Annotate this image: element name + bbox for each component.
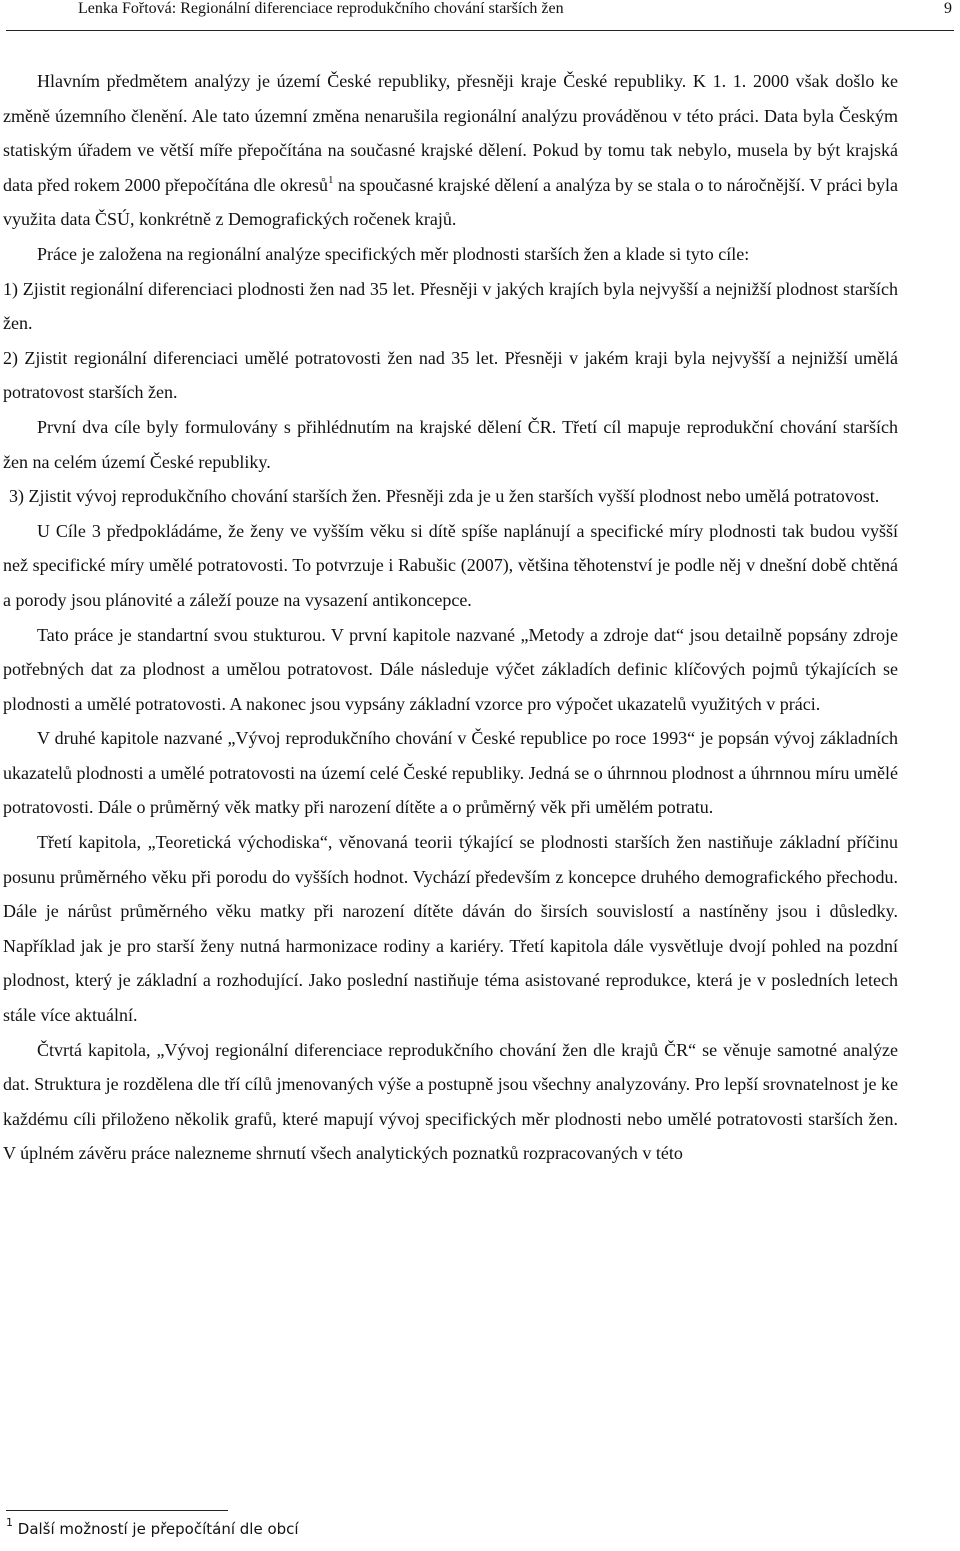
paragraph [3,64,898,237]
footnote-reference[interactable]: 1 [328,173,334,186]
footnote-marker: 1 [6,1516,13,1529]
paragraph-text: Hlavním předmětem analýzy je území České republiky, přesněji kraje České republiky. K 1. 1. 2000 však došlo ke změně územního členění. Ale tato územní změna nenarušila regionální analýzu prováděnou v této práci. Data byla Českým statiským úřadem ve větší míře přepočítána na současné krajské dělení. Pokud by tomu tak nebylo, musela by být krajská data před rokem 2000 přepočítána dle okresů [3,71,898,195]
goal-item: 1) Zjistit regionální diferenciaci plodnosti žen nad 35 let. Přesněji v jakých krajích byla nejvyšší a nejnižší plodnost starších žen. [3,278,898,334]
goal-item: 3) Zjistit vývoj reprodukčního chování starších žen. Přesněji zda je u žen starších vyšší plodnost nebo umělá potratovost. [9,486,880,507]
paragraph-text: na spoučasné krajské dělení a analýza by se stala o to náročnější. V práci byla využita data ČSÚ, konkrétně z Demografických ročenek krajů. [3,174,898,230]
page-number: 9 [944,0,952,17]
paragraph: V druhé kapitole nazvané „Vývoj reprodukčního chování v České republice po roce 1993“ je popsán vývoj základních ukazatelů plodnosti a umělé potratovosti na území celé České republiky. Jedná se o úhrnnou plodnost a úhrnnou míru umělé potratovosti. Dále o průměrný věk matky při narození dítěte a o průměrný věk při umělém potratu. [3,728,898,818]
goal-item: 2) Zjistit regionální diferenciaci umělé potratovosti žen nad 35 let. Přesněji v jakém kraji byla nejvyšší a nejnižší umělá potratovost starších žen. [3,347,898,403]
paragraph: Tato práce je standartní svou stukturou. V první kapitole nazvané „Metody a zdroje dat“ jsou detailně popsány zdroje potřebných dat za plodnost a umělou potratovost. Dále následuje výčet základích definic klíčových pojmů týkajících se plodnosti a umělé potratovosti. A nakonec jsou vypsány základní vzorce pro výpočet ukazatelů využitých v práci. [3,624,898,714]
paragraph: Čtvrtá kapitola, „Vývoj regionální diferenciace reprodukčního chování žen dle krajů ČR“ se věnuje samotné analýze dat. Struktura je rozdělena dle tří cílů jmenovaných výše a postupně jsou všechny analyzovány. Pro lepší srovnatelnost je ke každému cíli přiloženo několik grafů, které mapují vývoj specifických měr plodnosti nebo umělé potratovosti starších žen. V úplném závěru práce nalezneme shrnutí všech analytických poznatků rozpracovaných v této [3,1039,898,1164]
header-title: Lenka Fořtová: Regionální diferenciace reprodukčního chování starších žen [78,0,564,17]
paragraph: Třetí kapitola, „Teoretická východiska“, věnovaná teorii týkající se plodnosti starších žen nastiňuje základní příčinu posunu průměrného věku při porodu do vyšších hodnot. Vychází především z koncepce druhého demografického přechodu. Dále je nárůst průměrného věku matky při narození dítěte dáván do širsích souvislostí a nastíněny jsou i důsledky. Například jak je pro starší ženy nutná harmonizace rodiny a kariéry. Třetí kapitola dále vysvětluje dvojí pohled na pozdní plodnost, který je základní a rozhodující. Jako poslední nastiňuje téma asistované reprodukce, která je v posledních letech stále více aktuální. [3,832,898,1026]
paragraph: Práce je založena na regionální analýze specifických měr plodnosti starších žen a klade si tyto cíle: [37,243,750,264]
footnote-separator [6,1510,228,1511]
paragraph: První dva cíle byly formulovány s přihlédnutím na krajské dělení ČR. Třetí cíl mapuje reprodukční chování starších žen na celém území České republiky. [3,416,898,472]
footnote-text: Další možností je přepočítání dle obcí [13,1520,299,1538]
footnote [6,1516,299,1538]
running-header [6,0,954,31]
paragraph: U Cíle 3 předpokládáme, že ženy ve vyšším věku si dítě spíše naplánují a specifické míry plodnosti tak budou vyšší než specifické míry umělé potratovosti. To potvrzuje i Rabušic (2007), většina těhotenství je podle něj v dnešní době chtěná a porody jsou plánovité a záleží pouze na vysazení antikoncepce. [3,520,898,610]
body-text [3,64,898,1171]
